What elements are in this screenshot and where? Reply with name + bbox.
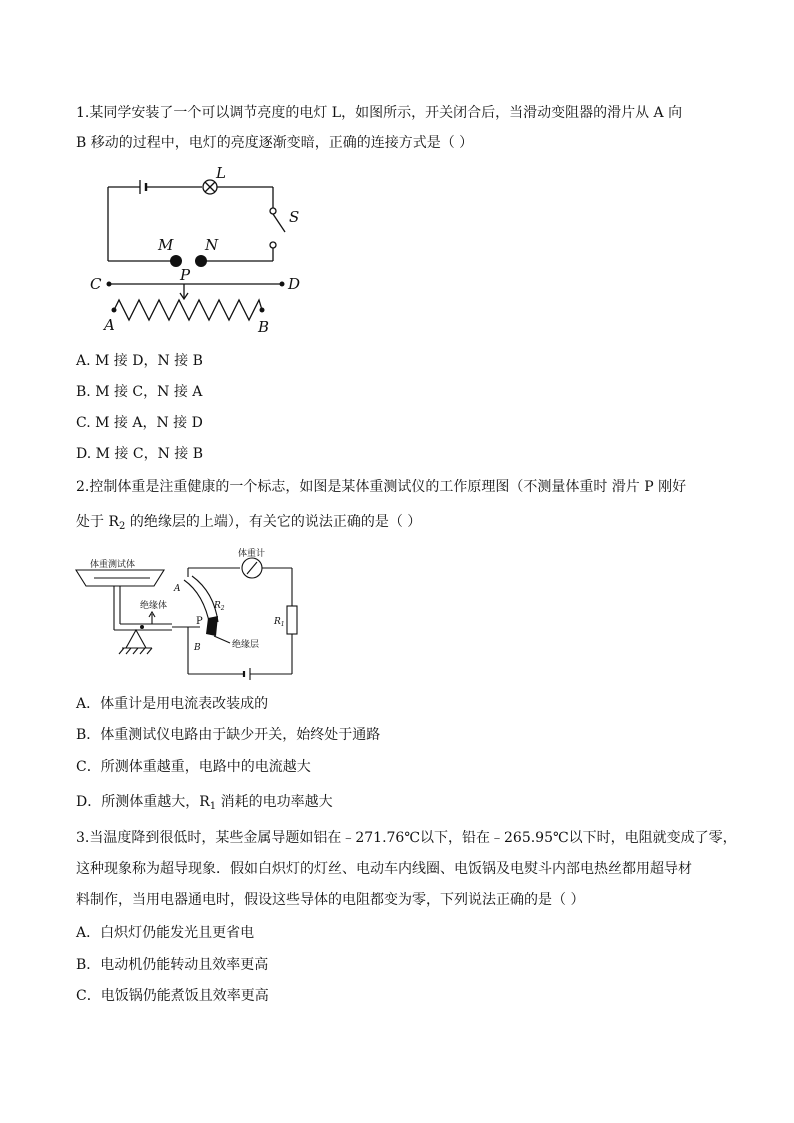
q1-stem-line-1: 1.某同学安装了一个可以调节亮度的电灯 L，如图所示，开关闭合后，当滑动变阻器的滑片从 A 向	[76, 105, 683, 121]
q3-stem-line-2: 这种现象称为超导现象．假如白炽灯的灯丝、电动车内线圈、电饭锅及电熨斗内部电热丝都用超导材	[76, 861, 692, 877]
q1-circuit-diagram	[84, 160, 304, 340]
q1-option-a: A. M 接 D，N 接 B	[76, 353, 203, 369]
label-platform: 体重测试体	[90, 560, 136, 570]
q2-option-a: A．体重计是用电流表改装成的	[76, 696, 269, 712]
q2-option-d: D．所测体重越大，$R_1$ 消耗的电功率越大	[76, 794, 333, 812]
q3-option-c: C．电饭锅仍能煮饭且效率更高	[76, 988, 269, 1004]
label-b: B	[194, 643, 201, 653]
label-l: L	[216, 164, 226, 182]
label-meter: 体重计	[238, 549, 266, 559]
label-a: A	[174, 584, 181, 594]
label-r1: $R_1$	[274, 617, 285, 628]
q3-option-a: A．白炽灯仍能发光且更省电	[76, 925, 255, 941]
q1-option-d: D. M 接 C，N 接 B	[76, 446, 204, 462]
q2-weight-scale-diagram	[74, 544, 304, 684]
label-p: P	[196, 616, 203, 627]
q3-stem-line-3: 料制作，当用电器通电时，假设这些导体的电阻都变为零，下列说法正确的是（ ）	[76, 892, 585, 908]
label-insulator: 绝缘体	[140, 601, 168, 611]
q3-stem-line-1: 3.当温度降到很低时，某些金属导题如铝在﹣271.76℃以下，铅在﹣265.95℃以下时，电阻就变成了零，	[76, 830, 737, 846]
label-n: N	[205, 236, 219, 254]
q2-option-b: B．体重测试仪电路由于缺少开关，始终处于通路	[76, 727, 381, 743]
q2-stem-line-1: 2.控制体重是注重健康的一个标志，如图是某体重测试仪的工作原理图（不测量体重时 滑片 P 刚好	[76, 479, 687, 495]
q1-option-c: C. M 接 A，N 接 D	[76, 415, 203, 431]
q2-option-c: C．所测体重越重，电路中的电流越大	[76, 759, 311, 775]
label-s: S	[289, 208, 300, 226]
label-r2: $R_2$	[214, 601, 225, 612]
label-a: A	[104, 316, 115, 334]
q1-option-b: B. M 接 C，N 接 A	[76, 384, 203, 400]
label-insulating-layer: 绝缘层	[232, 640, 260, 650]
q1-stem-line-2: B 移动的过程中，电灯的亮度逐渐变暗，正确的连接方式是（ ）	[76, 135, 474, 151]
label-d: D	[288, 275, 301, 293]
label-c: C	[90, 275, 102, 293]
label-p: P	[180, 266, 191, 284]
label-m: M	[158, 236, 174, 254]
q3-option-b: B．电动机仍能转动且效率更高	[76, 957, 269, 973]
q2-stem-line-2: 处于 $R_2$ 的绝缘层的上端），有关它的说法正确的是（ ）	[76, 514, 422, 532]
label-b: B	[258, 318, 270, 336]
